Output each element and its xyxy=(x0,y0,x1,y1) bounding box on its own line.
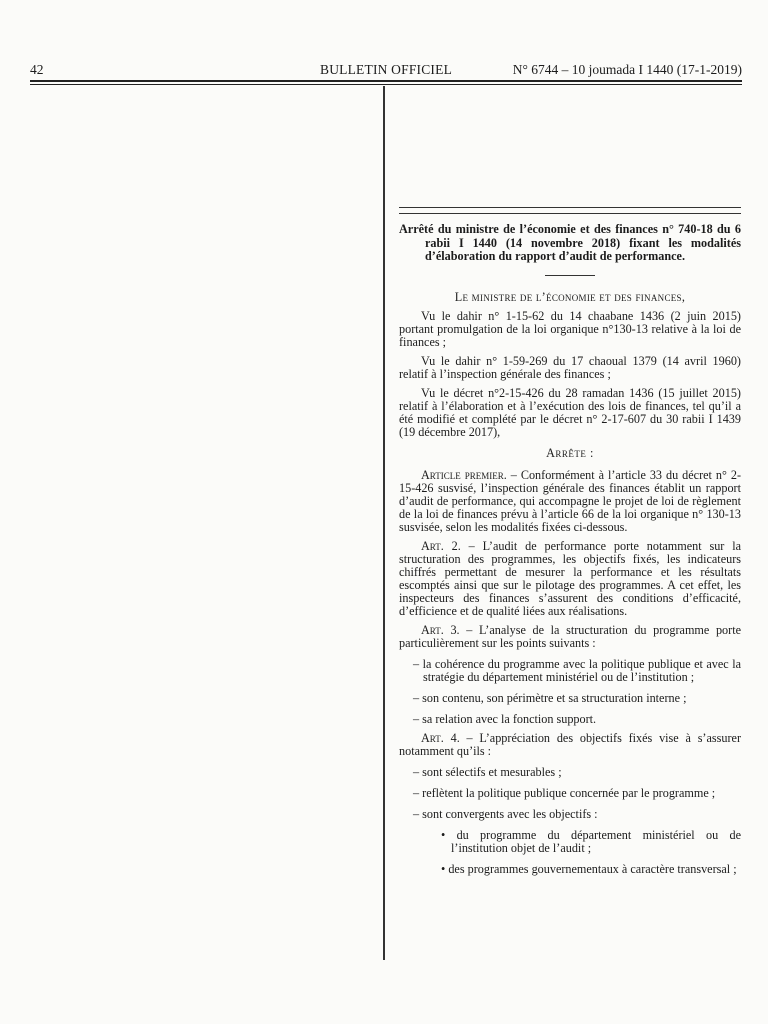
page-header xyxy=(30,62,742,82)
arrete-label: Arrête : xyxy=(546,445,594,460)
article-3-item: – son contenu, son périmètre et sa structuration interne ; xyxy=(413,690,687,705)
article-3-item: – sa relation avec la fonction support. xyxy=(413,711,597,726)
arrete-title: Arrêté du ministre de l’économie et des finances n° 740-18 du 6 rabii I 1440 (14 novembre 2018) fixant les modalités d’élaboration du rapport d’audit de performance. xyxy=(399,222,741,263)
article-1-text: – Conformément à l’article 33 du décret n° 2-15-426 susvisé, l’inspection générale des finances établit un rapport d’audit de performance, qui accompagne le projet de loi de règlement de la loi de finances prévu à l’article 66 de la loi organique n° 130-13 susvisée, selon les modalités fixées ci-dessous. xyxy=(399,467,741,534)
publication-title: BULLETIN OFFICIEL xyxy=(320,62,453,77)
right-column xyxy=(399,207,741,876)
article-3 xyxy=(399,624,741,650)
header-rule xyxy=(30,80,742,82)
page-number: 42 xyxy=(30,62,44,77)
article-2 xyxy=(399,540,741,618)
title-separator xyxy=(545,275,595,276)
article-4-item: – sont sélectifs et mesurables ; xyxy=(413,764,562,779)
vu-paragraph-3: Vu le décret n°2-15-426 du 28 ramadan 1436 (15 juillet 2015) relatif à l’élaboration et à l’exécution des lois de finances, tel qu’il a été modifié et complété par le décret n° 2-17-607 du 30 rabii I 1439 (19 décembre 2017), xyxy=(399,385,741,439)
article-1-label: Article premier. xyxy=(421,467,507,482)
article-2-text: – L’audit de performance porte notamment sur la structuration des programmes, les objectifs fixés, les indicateurs chiffrés permettant de mesurer la performance et les résultats escomptés ainsi que sur le pilotage des programmes. A cet effet, les inspecteurs des finances s’assurent des conditions d’efficacité, d’efficience et de qualité liées aux réalisations. xyxy=(399,538,741,618)
article-2-label: Art. 2. xyxy=(421,538,461,553)
article-4-item: – sont convergents avec les objectifs : xyxy=(413,806,598,821)
article-3-text: – L’analyse de la structuration du programme porte particulièrement sur les points suivants : xyxy=(399,622,742,650)
article-4-item: – reflètent la politique publique concernée par le programme ; xyxy=(413,785,716,800)
section-double-rule xyxy=(399,207,741,214)
header-rule-thin xyxy=(30,84,742,85)
vu-paragraph-1: Vu le dahir n° 1-15-62 du 14 chaabane 1436 (2 juin 2015) portant promulgation de la loi organique n°130-13 relative à la loi de finances ; xyxy=(399,308,741,349)
column-divider xyxy=(383,86,385,960)
article-4-bullet: • du programme du département ministériel ou de l’institution objet de l’audit ; xyxy=(441,827,741,855)
article-4-label: Art. 4. xyxy=(421,730,460,745)
article-3-item: – la cohérence du programme avec la politique publique et avec la stratégie du département ministériel ou de l’institution ; xyxy=(413,656,741,684)
article-4-text: – L’appréciation des objectifs fixés vise à s’assurer notamment qu’ils : xyxy=(399,730,742,758)
issue-info: N° 6744 – 10 joumada I 1440 (17-1-2019) xyxy=(512,62,742,77)
article-4 xyxy=(399,732,741,758)
article-4-bullet: • des programmes gouvernementaux à caractère transversal ; xyxy=(441,861,737,876)
vu-paragraph-2: Vu le dahir n° 1-59-269 du 17 chaoual 1379 (14 avril 1960) relatif à l’inspection générale des finances ; xyxy=(399,353,741,381)
article-3-label: Art. 3. xyxy=(421,622,460,637)
minister-heading: Le ministre de l’économie et des finances, xyxy=(454,289,686,304)
article-1 xyxy=(399,469,741,534)
